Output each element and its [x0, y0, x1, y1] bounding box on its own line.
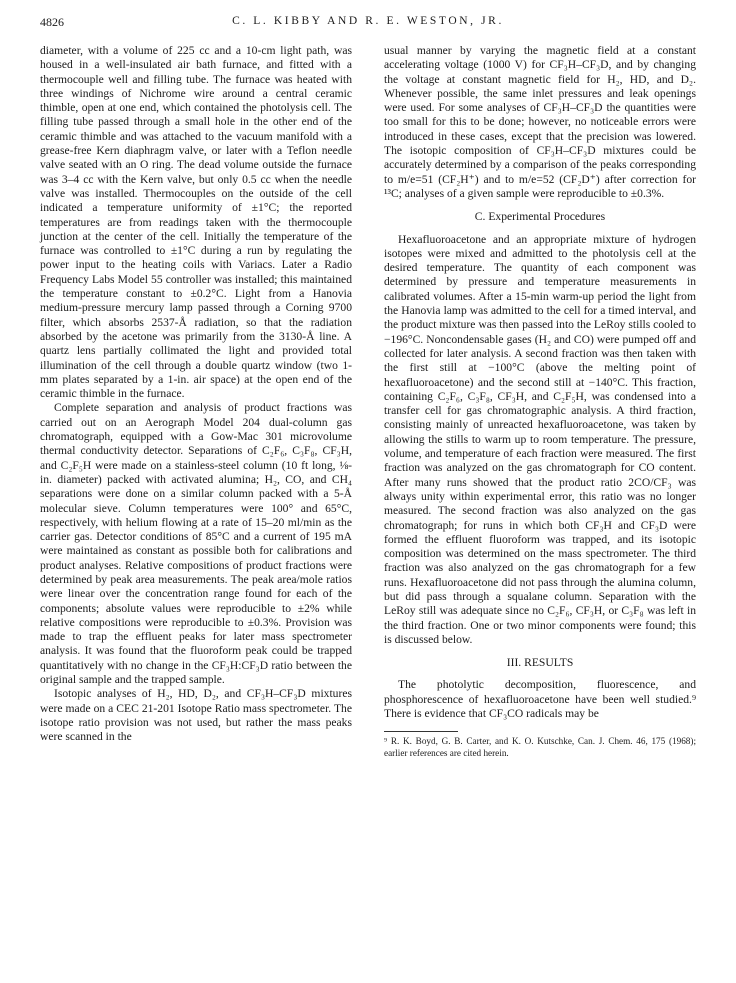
paragraph-mass-spec-continued: usual manner by varying the magnetic field at a constant accelerating voltage (1000 V) for CF₃H–CF₃D, and by changing the voltage at constant magnetic field for H₂, HD, and D₂. Whenever possible, the same inlet pressures and leak openings were used. For some analyses of CF₃H–CF₃D the quantities were too small for this to be done; however, no noticeable errors were introduced in these cases, except that the precision was lowered. The isotopic composition of CF₃H–CF₃D mixtures could be accurately determined by a comparison of the peaks corresponding to m/e=51 (CF₂H⁺) and to m/e=52 (CF₂D⁺) after correction for ¹³C; analyses of a given sample were reproducible to ±0.3%. [384, 44, 696, 200]
paragraph-apparatus-continued: diameter, with a volume of 225 cc and a 10-cm light path, was housed in a well-insulated air bath furnace, and fitted with a thermocouple well and filling tube. The furnace was heated with three windings of Nichrome wire around a central ceramic thimble, open at one end, which contained the photolysis cell. The filling tube passed through a small hole in the other end of the ceramic thimble and was attached to the vacuum manifold with a grease-free Kern diaphragm valve, or later with a Teflon needle valve seated with an O ring. The dead volume outside the furnace was 3–4 cc with the Kern valve, but only 0.5 cc when the needle valve was installed. Thermocouples on the outside of the cell indicated a temperature uniformity of ±1°C; the reported temperatures are from readings taken with the thermocouple junction at the center of the cell. Initially the temperature of the furnace was controlled to ±1°C during a run by regulating the power input to the heating coils with Variacs. Later a Radio Frequency Labs Model 55 controller was installed; this maintained the temperature constant to ±0.2°C. Light from a Hanovia medium-pressure mercury lamp passed through a Corning 9700 filter, which absorbs 2537-Å radiation, so that the radiation absorbed by the acetone was primarily from the 3130-Å line. A quartz lens partially collimated the light and provided total illumination of the cell through a double quartz window (two 1-mm plates separated by a 1-in. air space) at the open end of the ceramic thimble in the furnace. [40, 44, 352, 401]
footnote-9: ⁹ R. K. Boyd, G. B. Carter, and K. O. Kutschke, Can. J. Chem. 46, 175 (1968); earlier references are cited herein. [384, 736, 696, 758]
page-header [40, 15, 696, 33]
section-heading-experimental-procedures: C. Experimental Procedures [474, 210, 606, 224]
paragraph-results: The photolytic decomposition, fluorescence, and phosphorescence of hexafluoroacetone have been well studied.⁹ There is evidence that CF₃CO radicals may be [384, 678, 696, 721]
left-column [40, 44, 352, 745]
paragraph-isotopic-analysis: Isotopic analyses of H₂, HD, D₂, and CF₃H–CF₃D mixtures were made on a CEC 21-201 Isotope Ratio mass spectrometer. The isotope ratio provision was not used, but rather the mass peaks were scanned in the [40, 687, 352, 744]
footnote-divider [384, 731, 458, 732]
running-title: C. L. KIBBY AND R. E. WESTON, JR. [232, 15, 504, 27]
section-heading-results: III. RESULTS [506, 656, 574, 670]
paragraph-experimental-procedures: Hexafluoroacetone and an appropriate mixture of hydrogen isotopes were mixed and admitted to the photolysis cell at the desired temperature. The quantity of each component was determined by pressure and temperature measurements in calibrated volumes. After a 15-min warm-up period the light from the Hanovia lamp was admitted to the cell for a timed interval, and the product mixture was then passed into the LeRoy stills cooled to −196°C. Noncondensable gases (H₂ and CO) were pumped off and collected for later analysis. A second fraction was then taken with the first still at −100°C (above the melting point of hexafluoroacetone) and the second still at −140°C. This fraction, containing C₂F₆, C₃F₈, CF₃H, and C₂F₅H, was condensed into a transfer cell for gas chromatographic analysis. A third fraction, consisting mainly of unreacted hexafluoroacetone, was taken by allowing the stills to warm up to room temperature. The pressure, volume, and temperature of each fraction were measured. The first fraction was analyzed on the gas chromatograph for CO content. After many runs showed that the product ratio 2CO/CF₃ was always unity within experimental error, this ratio was no longer measured. The second fraction was also analyzed on the gas chromatograph; for runs in which both CF₃H and CF₃D were formed the effluent fluoroform was trapped, and its isotopic composition was determined on the mass spectrometer. The third fraction was also analyzed on the gas chromatograph for a few runs. Hexafluoroacetone did not pass through the alumina column, but did pass through a squalane column. Separation with the LeRoy still was adequate since no C₂F₆, CF₃H, or C₃F₈ was left in the third fraction. One or two minor components were found; this is discussed below. [384, 232, 697, 646]
paragraph-gas-chromatography: Complete separation and analysis of product fractions was carried out on an Aerograph Model 204 dual-column gas chromatograph, equipped with a Gow-Mac 301 microvolume thermal conductivity detector. Separations of C₂F₆, C₃F₈, CF₃H, and C₂F₅H were made on a stainless-steel column (10 ft long, ⅛-in. diameter) packed with activated alumina; H₂, CO, and CH₄ separations were done on a similar column packed with a 5-Å molecular sieve. Column temperatures were 100° and 65°C, respectively, with helium flowing at a rate of 15–20 ml/min as the carrier gas. Detector conditions of 85°C and a current of 195 mA were maintained as constant as possible both for calibrations and product analyses. Relative compositions of product fractions were determined by peak area measurements. The peak area/mole ratios were linear over the concentration range found for each of the components; absolute values were reproducible to ±2% while relative compositions were reproducible to ±0.3%. Provision was made to trap the effluent peaks for later mass spectrometer analysis. It was found that the fluoroform peak could be trapped quantitatively with no change in the CF₃H:CF₃D ratio between the original sample and the trapped sample. [40, 401, 352, 687]
right-column [384, 44, 696, 760]
page-number: 4826 [40, 15, 64, 29]
